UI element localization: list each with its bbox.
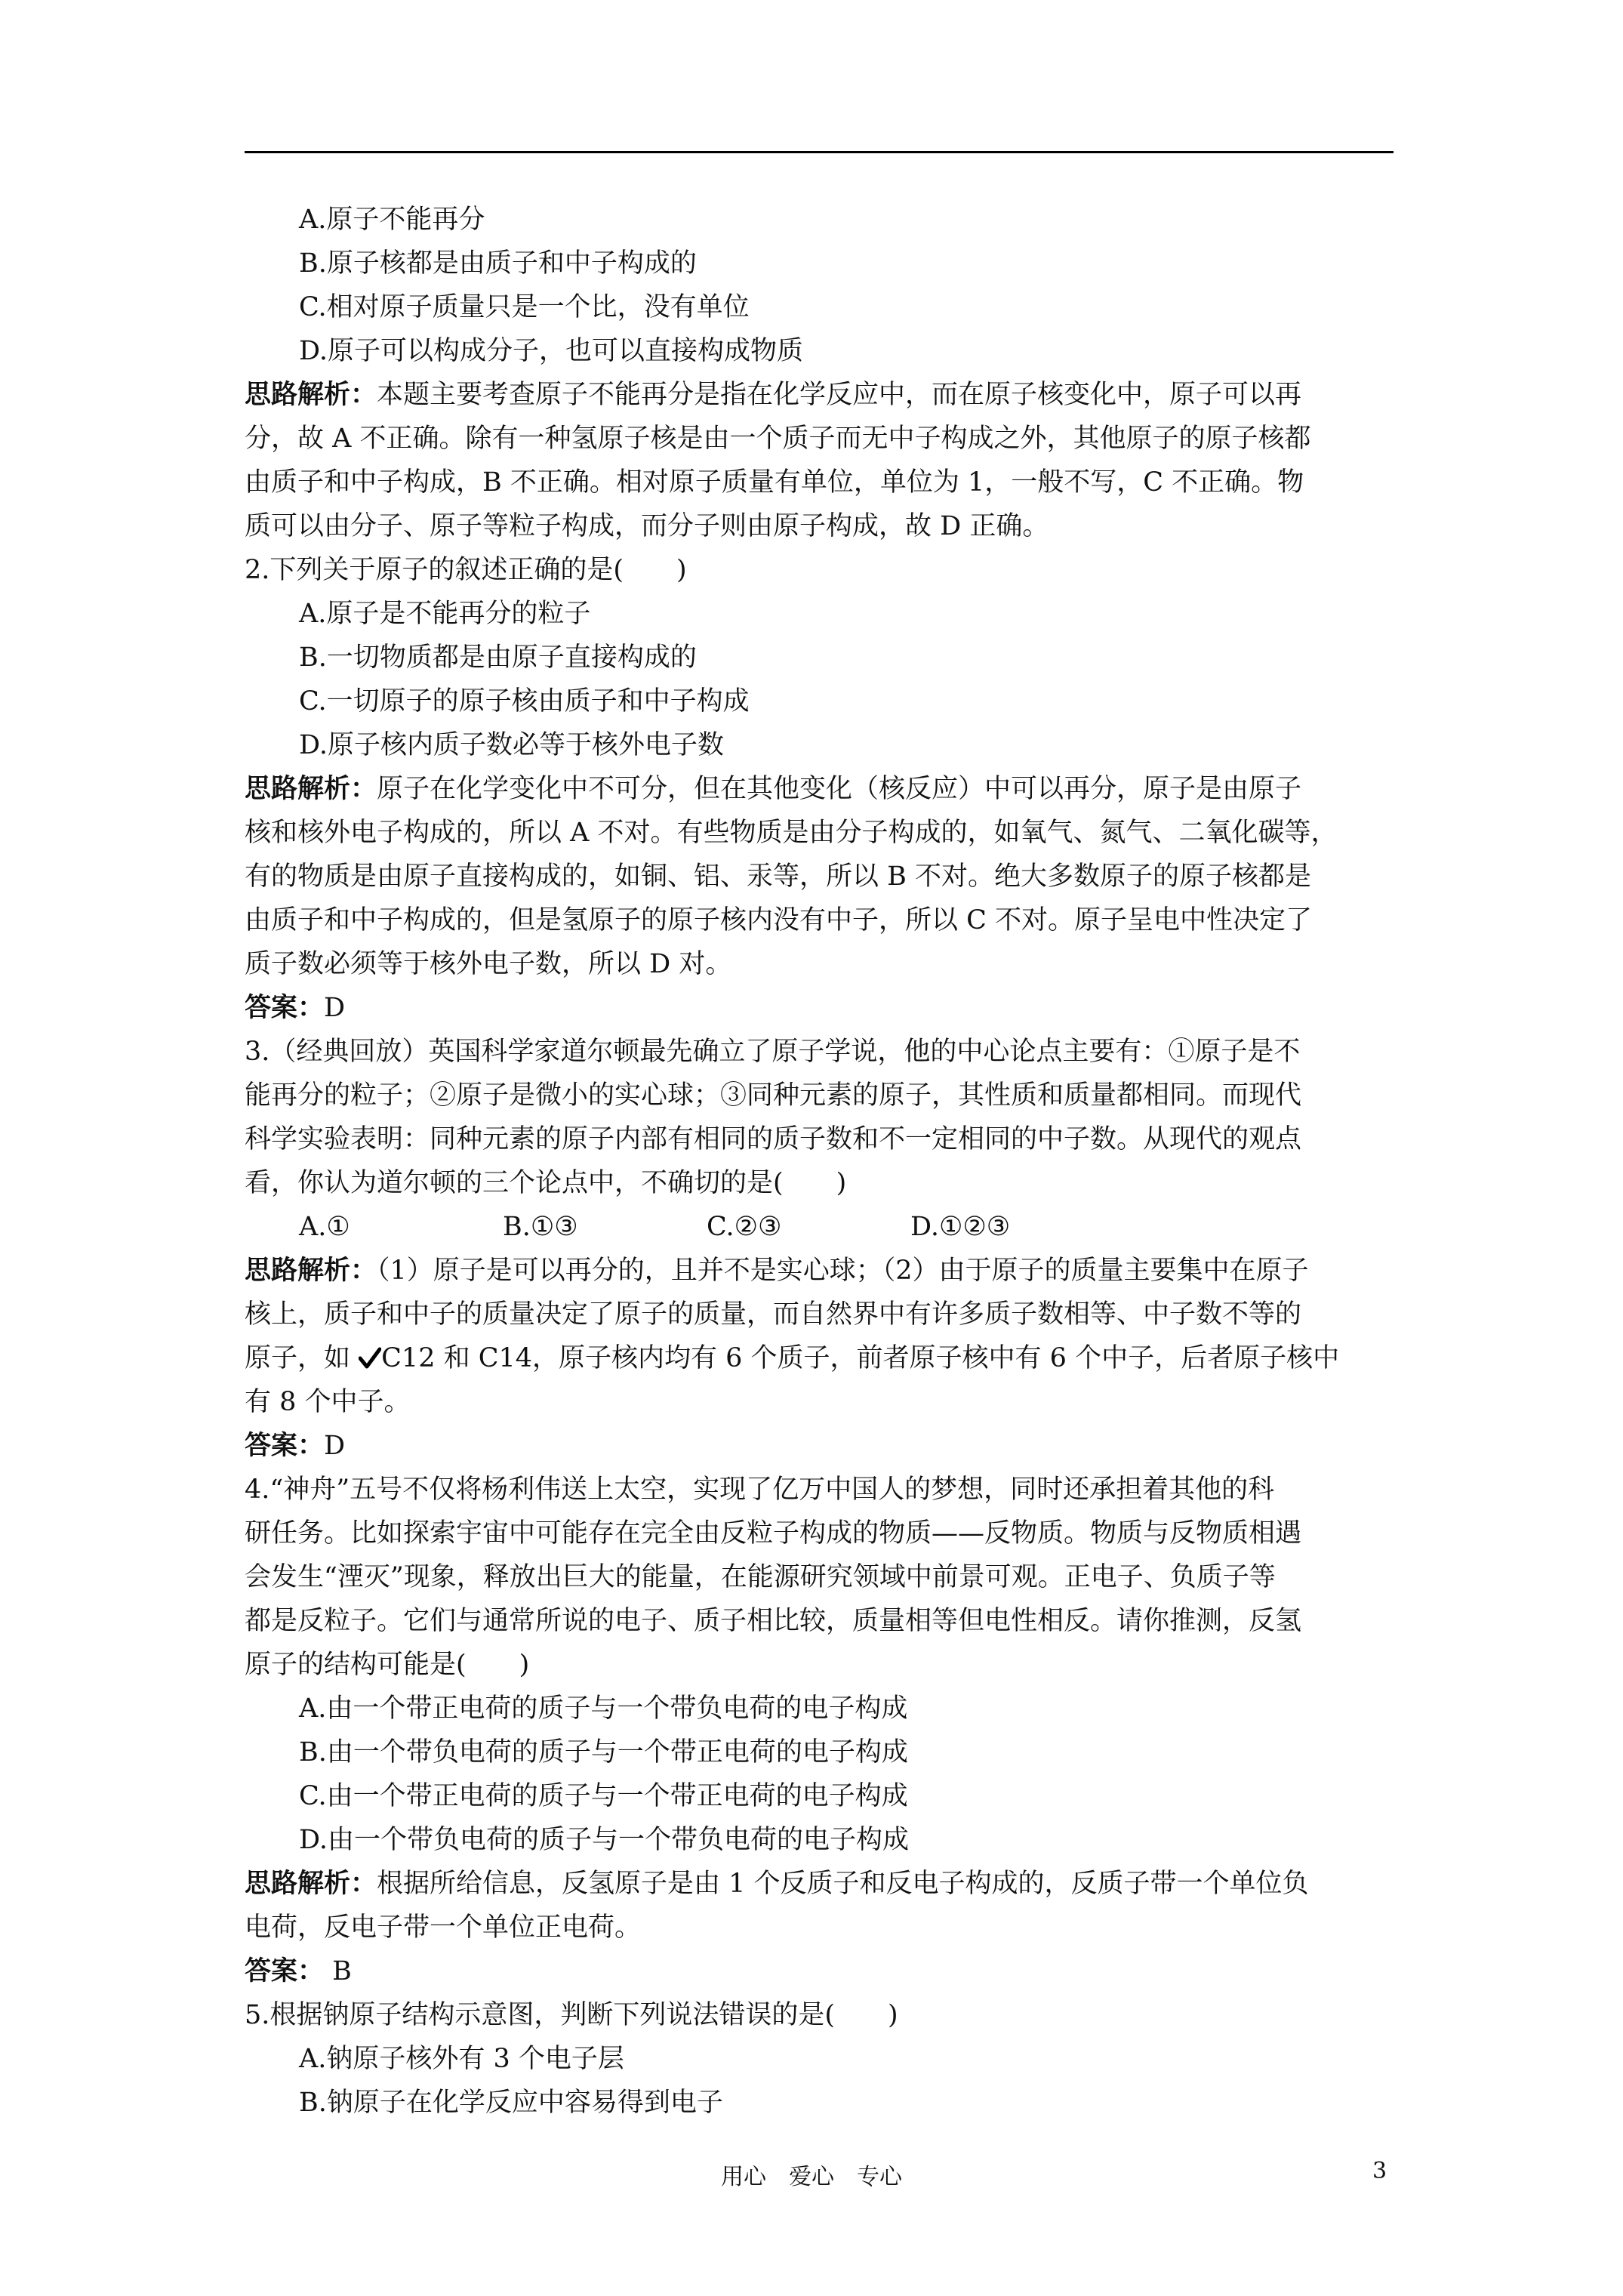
q3-stem-line-1: 3.（经典回放）英国科学家道尔顿最先确立了原子学说，他的中心论点主要有：①原子是不 bbox=[245, 1037, 1301, 1067]
q2-analysis-line-1: 思路解析：原子在化学变化中不可分，但在其他变化（核反应）中可以再分，原子是由原子 bbox=[245, 773, 1302, 804]
q3-analysis-line-4: 有 8 个中子。 bbox=[245, 1387, 411, 1417]
analysis-label: 思路解析： bbox=[245, 1868, 377, 1899]
q3-answer: 答案：D bbox=[245, 1430, 346, 1461]
page-number: 3 bbox=[1372, 2158, 1387, 2184]
q2-analysis-line-5: 质子数必须等于核外电子数，所以 D 对。 bbox=[245, 949, 732, 979]
answer-label: 答案： bbox=[245, 992, 325, 1023]
q3-option-a: A.① bbox=[299, 1212, 350, 1242]
q2-option-c: C.一切原子的原子核由质子和中子构成 bbox=[299, 686, 750, 717]
q3-option-d: D.①②③ bbox=[910, 1212, 1011, 1242]
q3-options bbox=[245, 1205, 1394, 1249]
q1-analysis-line-2: 分，故 A 不正确。除有一种氢原子核是由一个质子而无中子构成之外，其他原子的原子核都 bbox=[245, 424, 1311, 454]
q4-stem-line-5: 原子的结构可能是( ) bbox=[245, 1650, 530, 1680]
answer-label: 答案： bbox=[245, 1955, 325, 1986]
q4-stem-line-3: 会发生“湮灭”现象，释放出巨大的能量，在能源研究领域中前景可观。正电子、负质子等 bbox=[245, 1562, 1276, 1592]
q3-stem-line-2: 能再分的粒子；②原子是微小的实心球；③同种元素的原子，其性质和质量都相同。而现代 bbox=[245, 1080, 1302, 1111]
check-mark-icon bbox=[359, 1339, 381, 1383]
q4-option-c: C.由一个带正电荷的质子与一个带正电荷的电子构成 bbox=[299, 1781, 908, 1811]
q4-option-a: A.由一个带正电荷的质子与一个带负电荷的电子构成 bbox=[299, 1693, 908, 1724]
q2-analysis-line-4: 由质子和中子构成的，但是氢原子的原子核内没有中子，所以 C 不对。原子呈电中性决定了 bbox=[245, 905, 1313, 935]
q2-analysis-line-3: 有的物质是由原子直接构成的，如铜、铝、汞等，所以 B 不对。绝大多数原子的原子核都是 bbox=[245, 861, 1311, 892]
q2-option-a: A.原子是不能再分的粒子 bbox=[299, 599, 591, 629]
q3-option-c: C.②③ bbox=[707, 1212, 782, 1242]
q4-option-b: B.由一个带负电荷的质子与一个带正电荷的电子构成 bbox=[299, 1737, 908, 1767]
answer-label: 答案： bbox=[245, 1430, 325, 1461]
q1-option-d: D.原子可以构成分子，也可以直接构成物质 bbox=[299, 336, 803, 366]
footer-motto: 用心 爱心 专心 bbox=[721, 2164, 902, 2190]
q5-option-b: B.钠原子在化学反应中容易得到电子 bbox=[299, 2088, 723, 2118]
q5-stem: 5.根据钠原子结构示意图，判断下列说法错误的是( ) bbox=[245, 2000, 898, 2030]
q4-stem-line-4: 都是反粒子。它们与通常所说的电子、质子相比较，质量相等但电性相反。请你推测，反氢 bbox=[245, 1606, 1302, 1636]
q1-option-a: A.原子不能再分 bbox=[299, 205, 485, 235]
q2-answer: 答案：D bbox=[245, 992, 346, 1023]
q3-option-b: B.①③ bbox=[503, 1212, 578, 1242]
analysis-label: 思路解析： bbox=[245, 379, 377, 410]
q2-stem: 2.下列关于原子的叙述正确的是( ) bbox=[245, 555, 687, 585]
q4-analysis-line-2: 电荷，反电子带一个单位正电荷。 bbox=[245, 1912, 642, 1943]
q3-analysis-line-2: 核上，质子和中子的质量决定了原子的质量，而自然界中有许多质子数相等、中子数不等的 bbox=[245, 1299, 1302, 1330]
q1-analysis-line-4: 质可以由分子、原子等粒子构成，而分子则由原子构成，故 D 正确。 bbox=[245, 511, 1049, 541]
q2-analysis-line-2: 核和核外电子构成的，所以 A 不对。有些物质是由分子构成的，如氧气、氮气、二氧化碳等， bbox=[245, 818, 1338, 848]
q4-analysis-line-1: 思路解析：根据所给信息，反氢原子是由 1 个反质子和反电子构成的，反质子带一个单位负 bbox=[245, 1868, 1309, 1899]
q2-option-d: D.原子核内质子数必等于核外电子数 bbox=[299, 730, 724, 760]
q3-stem-line-4: 看，你认为道尔顿的三个论点中，不确切的是( ) bbox=[245, 1168, 847, 1198]
q4-option-d: D.由一个带负电荷的质子与一个带负电荷的电子构成 bbox=[299, 1825, 909, 1855]
q1-option-b: B.原子核都是由质子和中子构成的 bbox=[299, 248, 697, 279]
q1-analysis-line-1: 思路解析：本题主要考查原子不能再分是指在化学反应中，而在原子核变化中，原子可以再 bbox=[245, 379, 1302, 410]
q4-stem-line-1: 4.“神舟”五号不仅将杨利伟送上太空，实现了亿万中国人的梦想，同时还承担着其他的科 bbox=[245, 1475, 1275, 1505]
q1-option-c: C.相对原子质量只是一个比，没有单位 bbox=[299, 292, 750, 322]
q2-option-b: B.一切物质都是由原子直接构成的 bbox=[299, 643, 697, 673]
analysis-label: 思路解析： bbox=[245, 1255, 377, 1286]
q4-stem-line-2: 研任务。比如探索宇宙中可能存在完全由反粒子构成的物质——反物质。物质与反物质相遇 bbox=[245, 1518, 1302, 1549]
q3-analysis-line-3: 原子，如 C12 和 C14，原子核内均有 6 个质子，前者原子核中有 6 个中子，后者原子核中 bbox=[245, 1336, 1394, 1380]
header-rule bbox=[245, 151, 1394, 153]
analysis-label: 思路解析： bbox=[245, 773, 377, 804]
q4-answer: 答案： B bbox=[245, 1955, 352, 1986]
q1-analysis-line-3: 由质子和中子构成，B 不正确。相对原子质量有单位，单位为 1，一般不写，C 不正确。物 bbox=[245, 467, 1304, 498]
q3-analysis-line-1: 思路解析：（1）原子是可以再分的，且并不是实心球；（2）由于原子的质量主要集中在原子 bbox=[245, 1255, 1309, 1286]
q5-option-a: A.钠原子核外有 3 个电子层 bbox=[299, 2044, 624, 2074]
page-content bbox=[245, 198, 1394, 2125]
q3-stem-line-3: 科学实验表明：同种元素的原子内部有相同的质子数和不一定相同的中子数。从现代的观点 bbox=[245, 1124, 1302, 1154]
